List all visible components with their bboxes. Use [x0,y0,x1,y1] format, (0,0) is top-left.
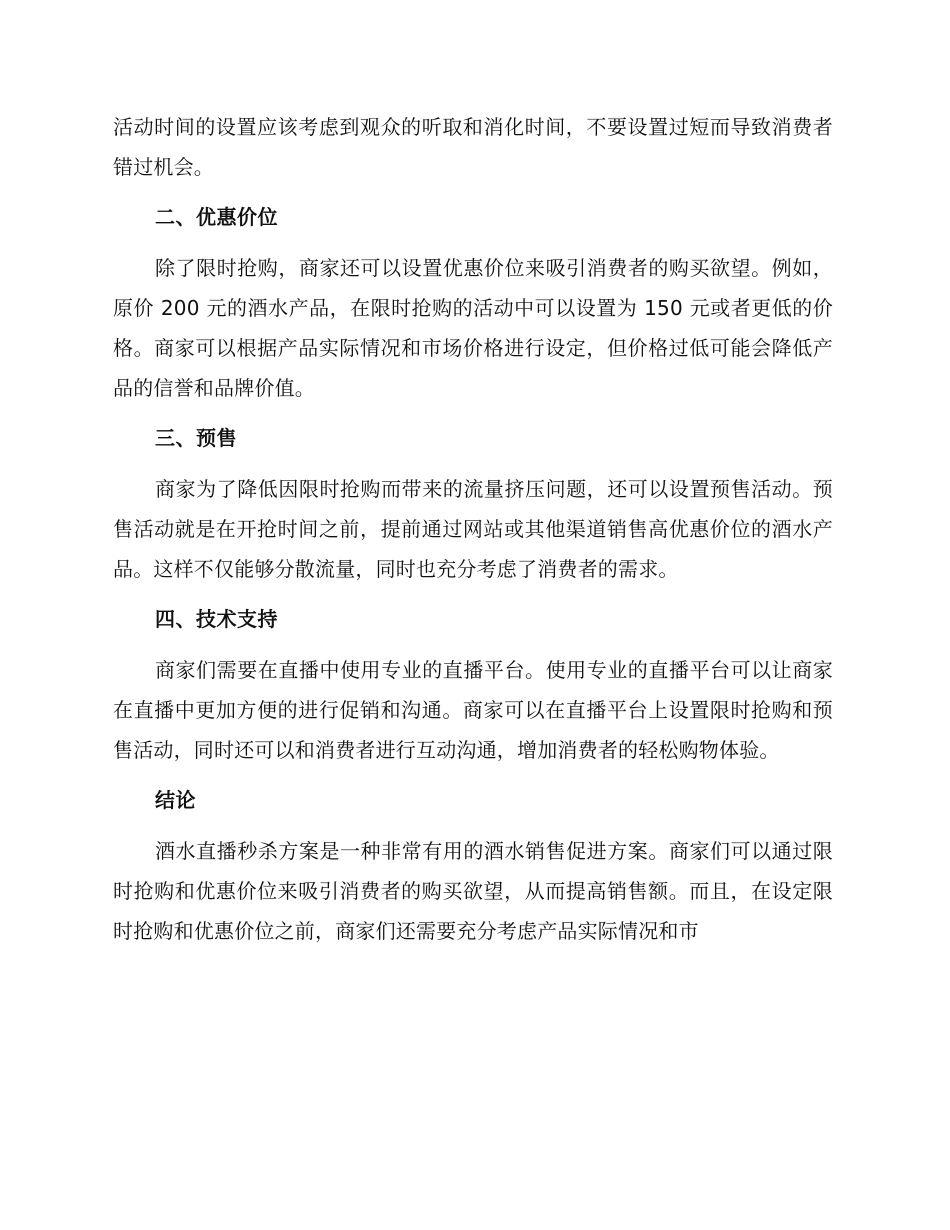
paragraph-presale: 商家为了降低因限时抢购而带来的流量挤压问题，还可以设置预售活动。预售活动就是在开抢时间之前，提前通过网站或其他渠道销售高优惠价位的酒水产品。这样不仅能够分散流量，同时也充分考虑了消费者的需求。 [113,477,833,581]
document-body [113,107,833,951]
heading-tech-support: 四、技术支持 [155,607,278,631]
heading-presale: 三、预售 [155,426,237,450]
heading-conclusion: 结论 [155,788,196,812]
paragraph-tech-support: 商家们需要在直播中使用专业的直播平台。使用专业的直播平台可以让商家在直播中更加方便的进行促销和沟通。商家可以在直播平台上设置限时抢购和预售活动，同时还可以和消费者进行互动沟通，增加消费者的轻松购物体验。 [113,658,833,762]
paragraph-activity-time: 活动时间的设置应该考虑到观众的听取和消化时间，不要设置过短而导致消费者错过机会。 [113,115,833,179]
paragraph-conclusion: 酒水直播秒杀方案是一种非常有用的酒水销售促进方案。商家们可以通过限时抢购和优惠价位来吸引消费者的购买欲望，从而提高销售额。而且，在设定限时抢购和优惠价位之前，商家们还需要充分考虑产品实际情况和市 [113,839,833,943]
heading-discount-price: 二、优惠价位 [155,205,278,229]
paragraph-discount-price: 除了限时抢购，商家还可以设置优惠价位来吸引消费者的购买欲望。例如，原价 200 元的酒水产品，在限时抢购的活动中可以设置为 150 元或者更低的价格。商家可以根据产品实际情况和市场价格进行设定，但价格过低可能会降低产品的信誉和品牌价值。 [113,256,833,400]
